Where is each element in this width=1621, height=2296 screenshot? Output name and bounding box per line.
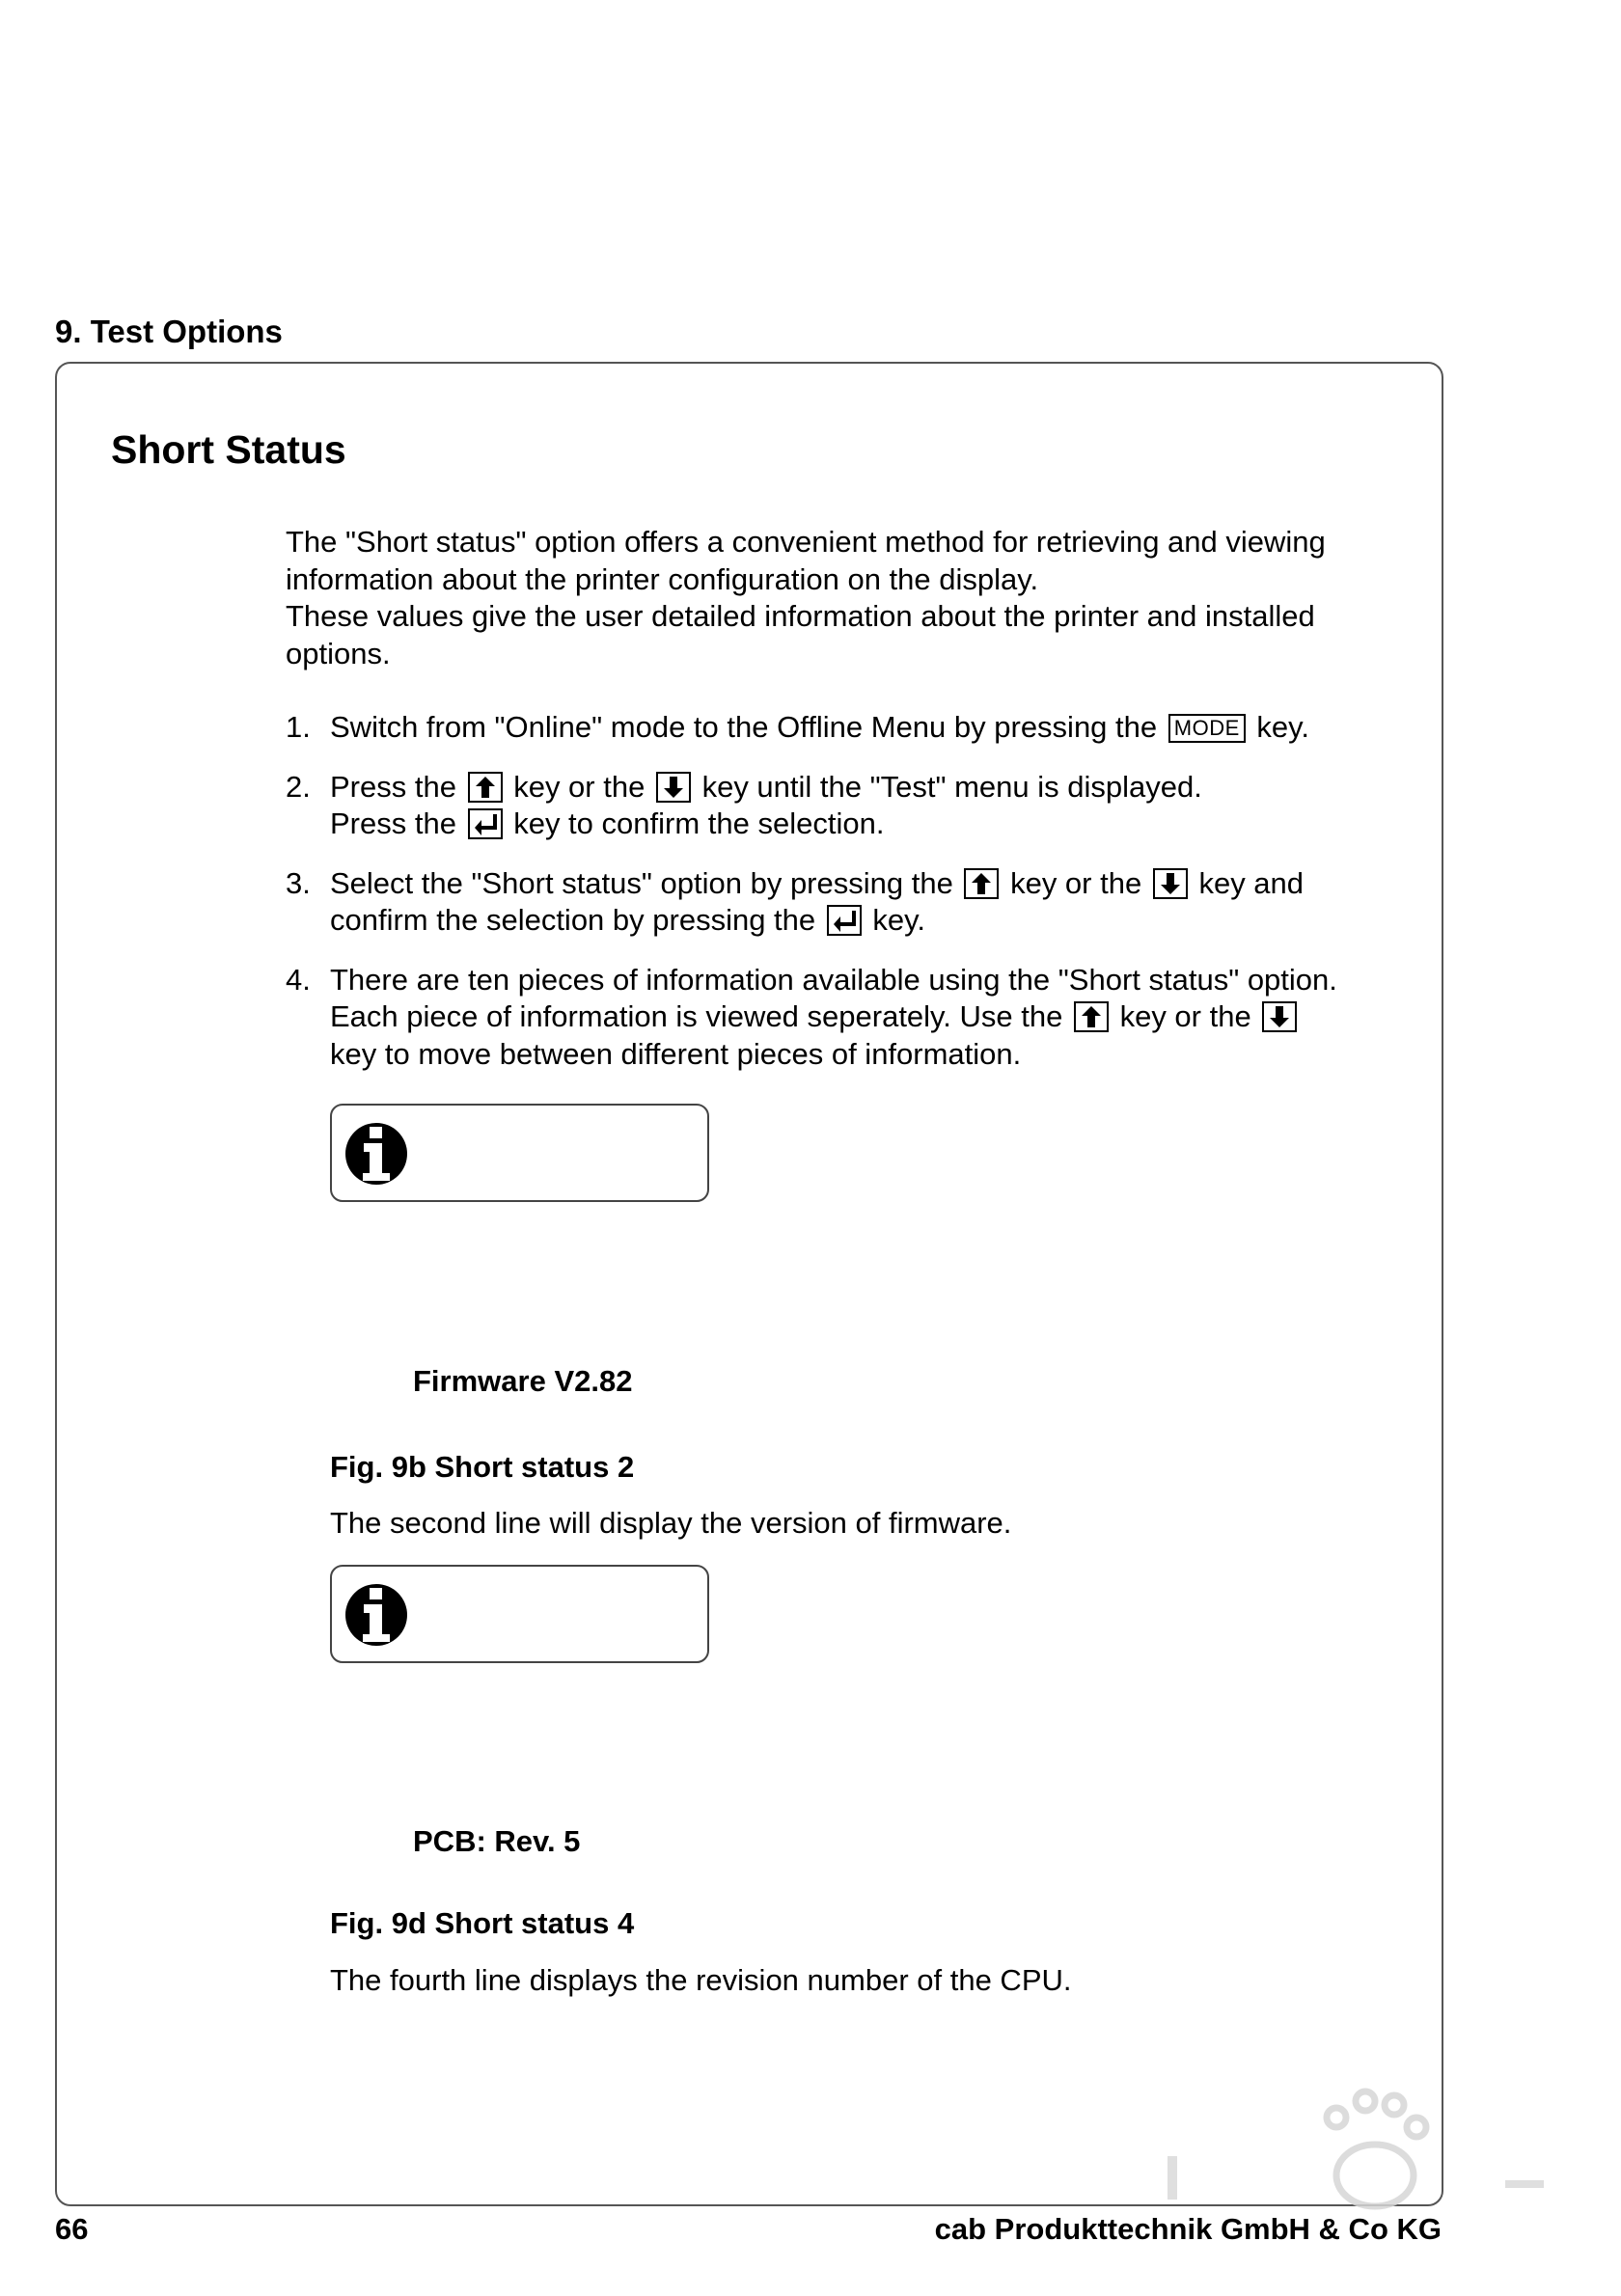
info-icon <box>343 1119 409 1189</box>
step-text <box>330 769 1395 843</box>
step-number: 2. <box>286 769 311 804</box>
step-text-part: confirm the selection by pressing the <box>330 903 816 937</box>
step-number: 4. <box>286 962 311 997</box>
step-text-part: key or the <box>513 769 646 804</box>
figure-caption: Fig. 9d Short status 4 <box>330 1906 635 1940</box>
step-text-part: Select the "Short status" option by pressing the <box>330 865 953 900</box>
up-arrow-key-icon <box>1074 1001 1109 1032</box>
mode-key: MODE <box>1168 714 1246 743</box>
step-text-part: key. <box>872 903 925 937</box>
step-text-part: Press the <box>330 806 456 840</box>
down-arrow-key-icon <box>656 772 691 803</box>
lcd-display-figure <box>330 1104 709 1202</box>
lcd-text-line: Firmware V2.82 <box>413 1364 633 1398</box>
enter-key-icon <box>468 808 503 839</box>
page-number: 66 <box>55 2212 89 2246</box>
step-item <box>286 962 1395 1074</box>
page-title: Short Status <box>111 427 346 472</box>
step-text-part: key. <box>1256 710 1309 744</box>
lcd-display-figure <box>330 1565 709 1663</box>
intro-paragraph <box>286 524 1395 672</box>
step-text-part: key to confirm the selection. <box>513 806 885 840</box>
info-icon <box>343 1580 409 1650</box>
step-text-part: key or the <box>1119 999 1251 1033</box>
step-text <box>330 962 1395 1074</box>
down-arrow-key-icon <box>1153 868 1188 899</box>
step-number: 1. <box>286 710 311 744</box>
intro-line: information about the printer configuration on the display. <box>286 561 1039 596</box>
watermark-logo <box>1158 2074 1553 2257</box>
lcd-text-line: PCB: Rev. 5 <box>413 1824 581 1858</box>
step-text-part: Switch from "Online" mode to the Offline Menu by pressing the <box>330 710 1158 744</box>
step-text-part: key or the <box>1010 865 1142 900</box>
step-number: 3. <box>286 865 311 900</box>
up-arrow-key-icon <box>964 868 999 899</box>
step-item <box>286 769 1395 843</box>
step-text <box>330 709 1395 747</box>
enter-key-icon <box>827 905 862 936</box>
step-text <box>330 865 1395 940</box>
step-text-part: key until the "Test" menu is displayed. <box>701 769 1202 804</box>
figure-description: The second line will display the version of firmware. <box>330 1506 1012 1540</box>
steps-list <box>286 709 1395 1095</box>
section-header: 9. Test Options <box>55 314 283 349</box>
step-text-part: Press the <box>330 769 456 804</box>
figure-caption: Fig. 9b Short status 2 <box>330 1450 635 1484</box>
intro-line: These values give the user detailed information about the printer and installed <box>286 599 1315 633</box>
step-item <box>286 709 1395 747</box>
intro-line: The "Short status" option offers a convenient method for retrieving and viewing <box>286 525 1326 559</box>
down-arrow-key-icon <box>1262 1001 1297 1032</box>
step-text-part: key and <box>1198 865 1305 900</box>
intro-line: options. <box>286 636 391 670</box>
step-text-part: Each piece of information is viewed seperately. Use the <box>330 999 1063 1033</box>
up-arrow-key-icon <box>468 772 503 803</box>
step-text-part: There are ten pieces of information available using the "Short status" option. <box>330 962 1337 997</box>
step-text-part: key to move between different pieces of information. <box>330 1036 1022 1071</box>
step-item <box>286 865 1395 940</box>
figure-description: The fourth line displays the revision number of the CPU. <box>330 1963 1072 1997</box>
company-name: cab Produkttechnik GmbH & Co KG <box>934 2212 1442 2246</box>
